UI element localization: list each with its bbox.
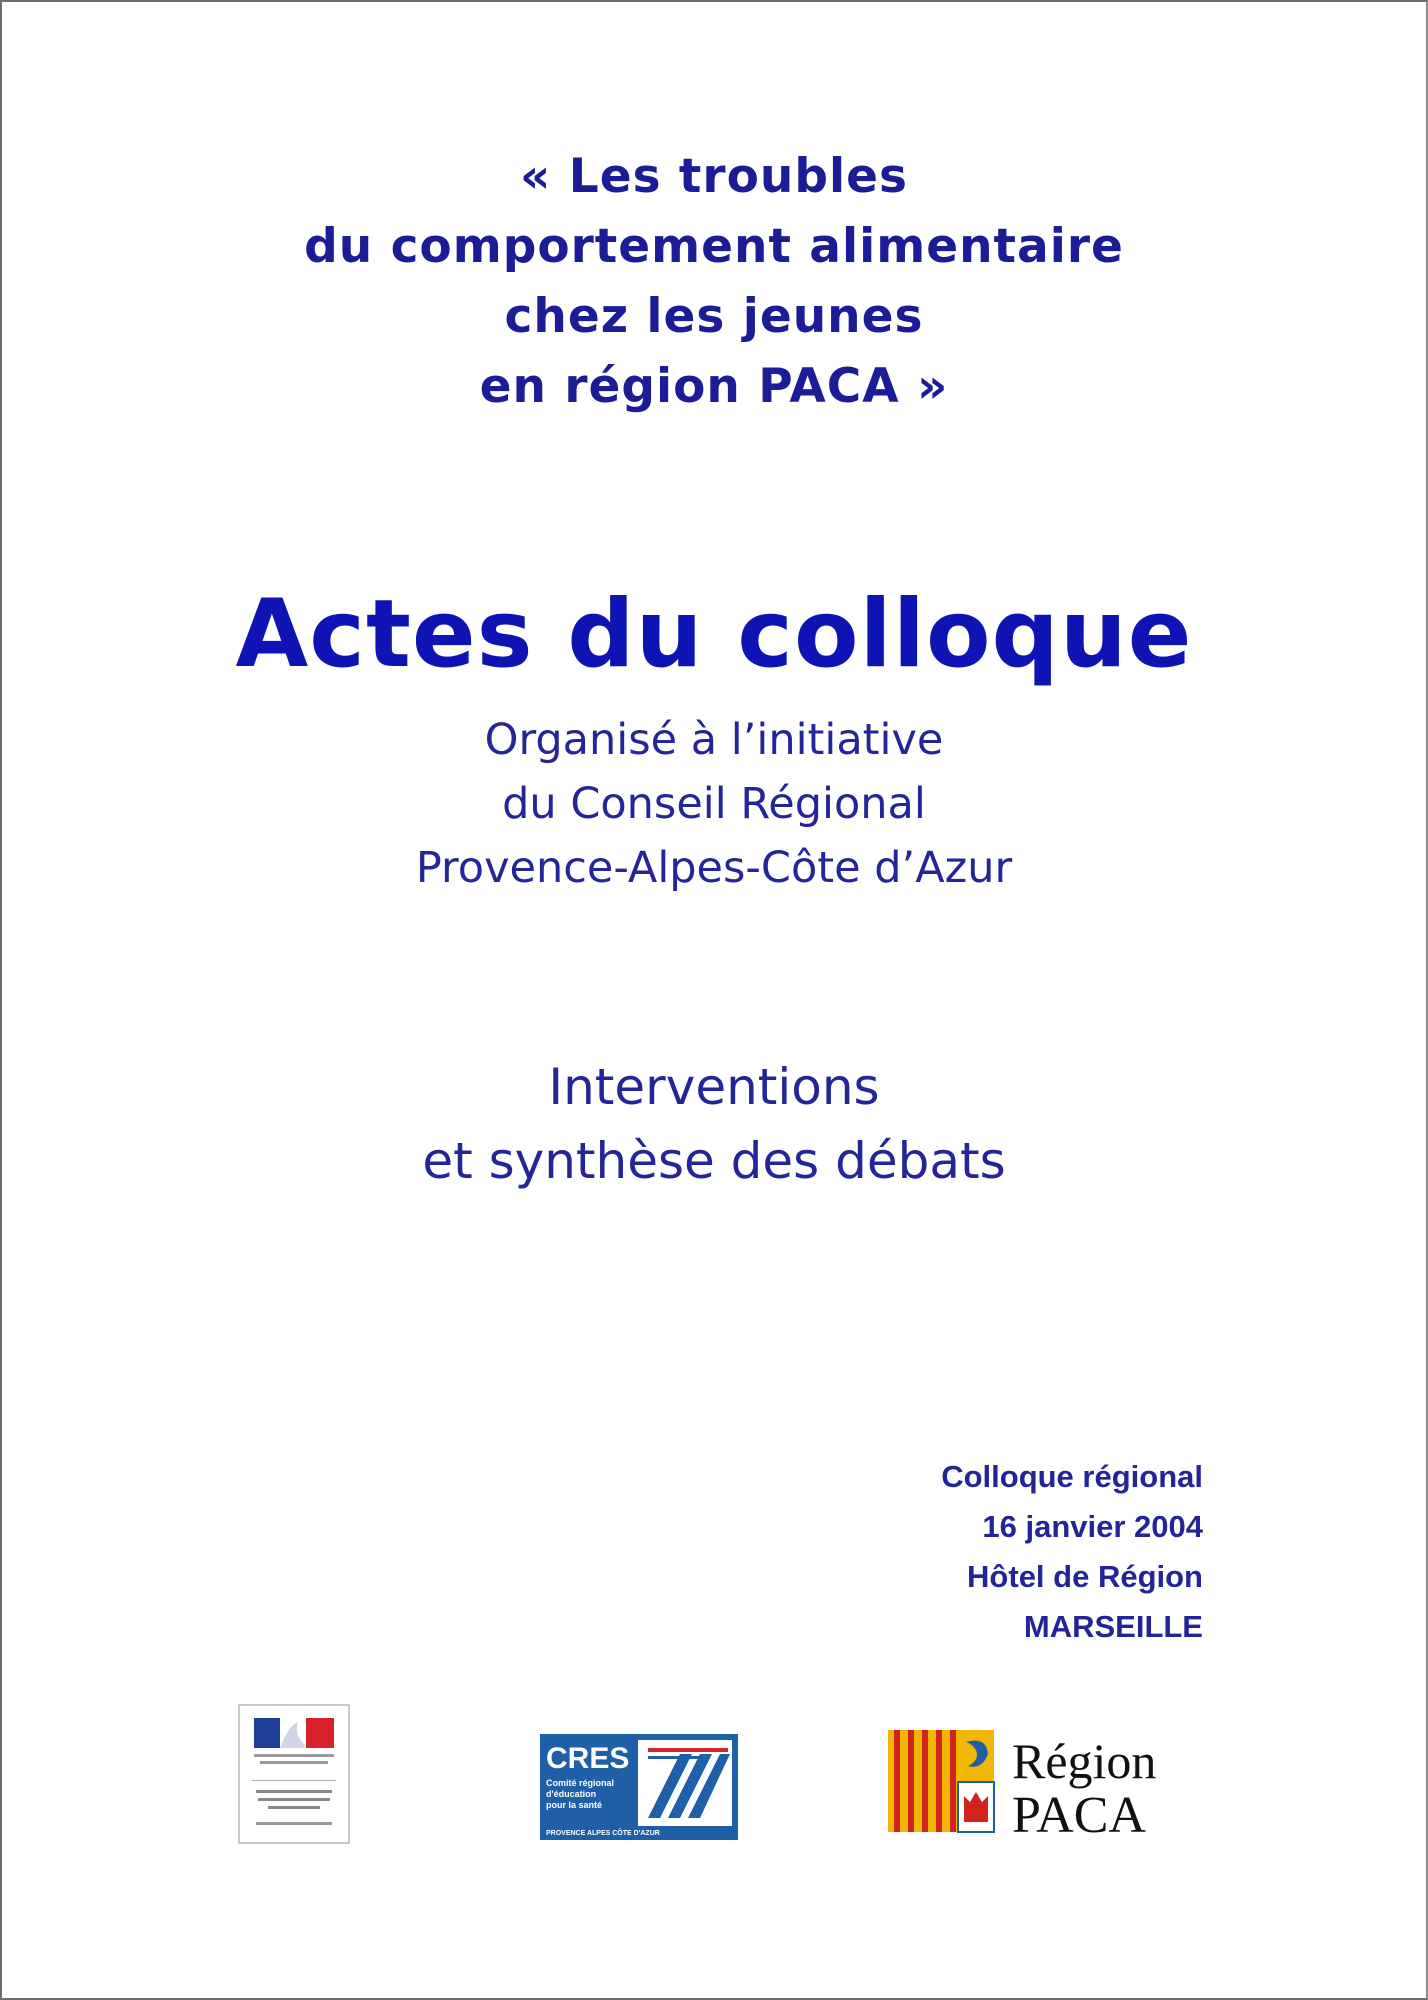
- event-type: Colloque régional: [941, 1459, 1203, 1494]
- marianne-flag-logo: [238, 1704, 350, 1844]
- svg-text:Comité régional: Comité régional: [546, 1778, 615, 1788]
- title-line: en région PACA »: [479, 359, 949, 414]
- region-paca-shield-logo: [888, 1722, 1208, 1840]
- event-date: 16 janvier 2004: [982, 1509, 1203, 1544]
- subtitle-line: et synthèse des débats: [422, 1132, 1006, 1190]
- svg-text:d'éducation: d'éducation: [546, 1789, 597, 1799]
- svg-text:pour la santé: pour la santé: [546, 1800, 603, 1810]
- region-logo-word: Région: [1012, 1733, 1157, 1789]
- subtitle-line: Interventions: [548, 1058, 880, 1116]
- main-heading: Actes du colloque: [235, 580, 1193, 689]
- subtitle: [0, 1050, 1428, 1198]
- organiser-line: du Conseil Régional: [502, 779, 926, 829]
- cres-footer-text: PROVENCE ALPES CÔTE D'AZUR: [546, 1830, 660, 1837]
- title-line: du comportement alimentaire: [304, 219, 1124, 274]
- organiser-text: [0, 708, 1428, 900]
- event-details: [941, 1452, 1203, 1652]
- document-title: [0, 142, 1428, 422]
- cres-logo: [540, 1734, 738, 1840]
- title-line: chez les jeunes: [504, 289, 924, 344]
- organiser-line: Organisé à l’initiative: [484, 715, 944, 765]
- cres-logo-text: CRES: [546, 1742, 630, 1775]
- title-line: « Les troubles: [520, 149, 908, 204]
- event-venue: Hôtel de Région: [967, 1559, 1203, 1594]
- region-logo-name: PACA: [1012, 1787, 1146, 1840]
- event-city: MARSEILLE: [1023, 1609, 1203, 1644]
- organiser-line: Provence-Alpes-Côte d’Azur: [415, 843, 1013, 893]
